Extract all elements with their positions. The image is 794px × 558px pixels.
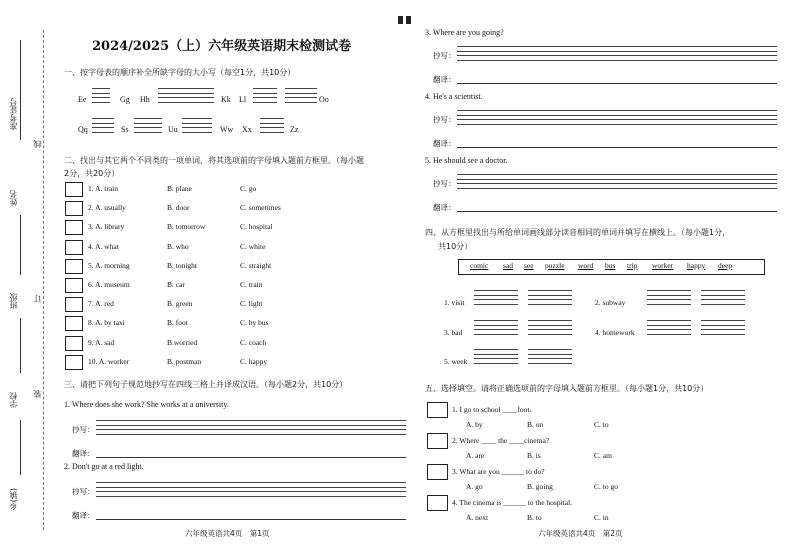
l_q1-copy-label: 抄写： [72,425,95,434]
section3-q1: 1. Where does she work? She works at a university. [64,400,229,409]
s2-item-7-a: 7. A. red [88,299,114,309]
answer-box-s2-4[interactable] [65,240,83,255]
s5-q3-c: C. to go [594,482,618,491]
letter-blank-row2-2[interactable] [182,118,212,134]
s2-item-4-c: C. white [240,241,266,251]
letter-row1-0: Ee [78,95,87,104]
r_q3-copy-lines[interactable] [457,46,777,62]
answer-box-s5-1[interactable] [427,402,448,418]
word-puzzle: puzzle [545,261,565,270]
answer-box-s2-5[interactable] [65,259,83,274]
l_q2-translate-label: 翻译： [72,511,95,520]
r_q5-copy-label: 抄写： [433,179,456,188]
s4-item-5: 5. week [444,357,468,366]
s2-item-8-a: 8. A. by taxi [88,318,125,328]
s2-item-3-a: 3. A. library [88,222,125,232]
answer-box-s5-4[interactable] [427,495,448,511]
s4-item-3-blank-1[interactable] [474,320,518,336]
s2-item-3-c: C. hospital [240,222,273,232]
left-footer: 六年级英语共4页 第1页 [185,529,270,538]
s4-item-4-blank-2[interactable] [701,320,745,336]
letter-row2-2: Uu [168,125,178,134]
s2-item-1-c: C. go [240,184,257,193]
l_q2-translate-line[interactable] [96,519,406,520]
s5-q3-b: B. going [527,482,553,491]
s2-item-8-c: C. by bus [240,318,269,328]
exam-no-field [20,40,22,140]
letter-row2-1: Ss [121,125,129,134]
s2-item-7-c: C. light [240,299,263,309]
section3-q2: 2. Don't go at a red light. [64,462,144,471]
s2-item-4-a: 4. A. what [88,241,119,251]
letter-row1-1: Gg [120,95,130,104]
l_q1-copy-lines[interactable] [96,420,406,436]
letter-blank-row2-1[interactable] [134,118,162,134]
s2-item-5-b: B. tonight [167,260,198,270]
answer-box-s2-2[interactable] [65,201,83,216]
q3-text: 3. Where are you going? [425,28,504,37]
r_q3-copy-label: 抄写： [433,51,456,60]
s5-q2-b: B. is [527,451,541,460]
s5-q4-c: C. in [594,513,609,522]
section4-heading-2: 共10分） [438,242,473,251]
s2-item-9-a: 9. A. sad [88,337,115,347]
s2-item-5-c: C. straight [240,260,272,270]
letter-blank-row2-0[interactable] [92,118,114,134]
s4-item-4-blank-1[interactable] [647,320,691,336]
answer-box-s2-6[interactable] [65,278,83,293]
section5-heading: 五、选择填空。请将正确选项前的字母填入题前方框里。（每小题1分，共10分） [425,384,709,393]
word-bus: bus [605,261,616,270]
letter-row1-5: Oo [319,95,329,104]
s4-item-3-blank-2[interactable] [528,320,572,336]
s5-q4-a: A. next [466,513,489,522]
s4-item-5-blank-2[interactable] [528,349,572,365]
s2-item-2-c: C. sometimes [240,203,281,213]
word-comic: comic [470,261,489,270]
r_q3-translate-label: 翻译： [433,75,456,84]
s4-item-2-blank-2[interactable] [701,290,745,306]
s2-item-8-b: B. foot [167,318,188,328]
class-label: 班级 [9,293,18,309]
letter-blank-row2-3[interactable] [260,118,284,134]
s2-item-10-a: 10. A. worker [88,356,130,366]
school-field [20,420,22,475]
s2-item-1-a: 1. A. train [88,184,118,193]
word-worker: worker [652,261,674,270]
letter-row2-3: Ww [220,125,234,134]
q4-text: 4. He's a scientist. [425,92,483,101]
letter-blank-row1-1[interactable] [158,88,214,104]
s4-item-1-blank-2[interactable] [528,290,572,306]
letter-blank-row1-3[interactable] [285,88,317,104]
letter-blank-row1-2[interactable] [253,88,277,104]
s2-item-6-c: C. train [240,280,263,289]
s2-item-1-b: B. plane [167,184,192,193]
letter-row2-4: Xx [242,125,252,134]
l_q1-translate-line[interactable] [96,457,406,458]
s5-q1-c: C. to [594,420,609,429]
s2-item-9-c: C. coach [240,337,267,347]
s5-q3-a: A. go [466,482,483,491]
letter-blank-row1-0[interactable] [92,88,110,104]
seal-line-label: 线 [33,140,42,148]
q5-text: 5. He should see a doctor. [425,156,508,165]
s5-q1-b: B. on [527,420,544,429]
r_q4-copy-lines[interactable] [457,110,777,126]
s5-q2: 2. Where ____ the ____cinema? [452,436,550,445]
s4-item-2: 2. subway [595,298,626,307]
letter-row1-4: Ll [239,95,247,104]
page-corner-mark-left [398,16,403,24]
word-sad: sad [503,261,513,270]
l_q1-translate-label: 翻译： [72,449,95,458]
answer-box-s2-1[interactable] [65,182,83,197]
word-see: see [524,261,534,270]
s5-q2-a: A. are [466,451,485,460]
s4-item-3: 3. bad [444,328,463,337]
name-field [20,215,22,275]
word-word: word [578,261,594,270]
binding-line [43,30,44,530]
s4-item-1: 1. visit [444,298,465,307]
s4-item-1-blank-1[interactable] [474,290,518,306]
l_q2-copy-label: 抄写： [72,487,95,496]
word-deep: deep [718,261,733,270]
page-title: 2024/2025（上）六年级英语期末检测试卷 [92,39,352,54]
s2-item-2-b: B. door [167,203,190,213]
r_q4-copy-label: 抄写： [433,115,456,124]
name-label: 姓名 [9,190,18,206]
school-label: 学校 [9,392,18,408]
s4-item-5-blank-1[interactable] [474,349,518,365]
answer-box-s5-2[interactable] [427,433,448,449]
r_q5-translate-line[interactable] [457,211,777,212]
s5-q4-b: B. to [527,513,542,522]
answer-box-s2-9[interactable] [65,336,83,351]
seal-bind-label: 订 [33,295,42,303]
s5-q2-c: C. am [594,451,612,460]
section4-heading-1: 四、从方框里找出与所给单词画线部分读音相同的单词并填写在横线上。（每小题1分， [425,228,731,237]
s2-item-6-a: 6. A. museum [88,280,130,289]
s2-item-5-a: 5. A. morning [88,260,130,270]
class-field [20,318,22,373]
r_q4-translate-line[interactable] [457,147,777,148]
s5-q1: 1. I go to school ____foot. [452,405,532,414]
r_q5-copy-lines[interactable] [457,174,777,190]
s2-item-3-b: B. tomorrow [167,222,206,232]
s4-item-2-blank-1[interactable] [647,290,691,306]
word-happy: happy [687,261,706,270]
answer-box-s2-7[interactable] [65,297,83,312]
s5-q3: 3. What are you ______ to do? [452,467,545,476]
s2-item-2-a: 2. A. usually [88,203,126,213]
s2-item-9-b: B.worried [167,337,198,347]
s2-item-10-c: C. happy [240,356,268,366]
s2-item-10-b: B. postman [167,356,202,366]
word-trip: trip [627,261,638,270]
letter-row1-2: Hh [140,95,150,104]
l_q2-copy-lines[interactable] [96,482,406,498]
s2-item-6-b: B. car [167,280,185,289]
page-corner-mark-right [406,16,411,24]
section1-heading: 一、按字母表的顺序补全所缺字母的大小写（每空1分，共10分） [64,68,296,77]
seal-pack-label: 装 [33,390,42,398]
answer-box-s2-10[interactable] [65,355,83,370]
answer-box-s2-3[interactable] [65,220,83,235]
r_q4-translate-label: 翻译： [433,139,456,148]
s4-item-4: 4. homework [595,328,635,337]
exam-no-label: 准考证号 [9,98,18,130]
section3-heading: 三、请把下列句子规范地抄写在四线三格上并译成汉语。（每小题2分，共10分） [64,380,348,389]
s5-q4: 4. The cinema is ______ to the hospital. [452,498,573,507]
letter-row1-3: Kk [221,95,231,104]
right-footer: 六年级英语共4页 第2页 [538,529,623,538]
letter-row2-0: Qq [78,125,88,134]
r_q3-translate-line[interactable] [457,83,777,84]
s2-item-4-b: B. who [167,241,189,251]
s5-q1-a: A. by [466,420,483,429]
letter-row2-5: Zz [290,125,299,134]
r_q5-translate-label: 翻译： [433,203,456,212]
section2-heading: 二、找出与其它两个不同类的一项单词，将其选项前的字母填入题前方框里。（每小题2分，共20分） [64,156,364,178]
s2-item-7-b: B. green [167,299,193,309]
area-label: 乡(镇) [9,488,18,511]
answer-box-s5-3[interactable] [427,464,448,480]
answer-box-s2-8[interactable] [65,316,83,331]
